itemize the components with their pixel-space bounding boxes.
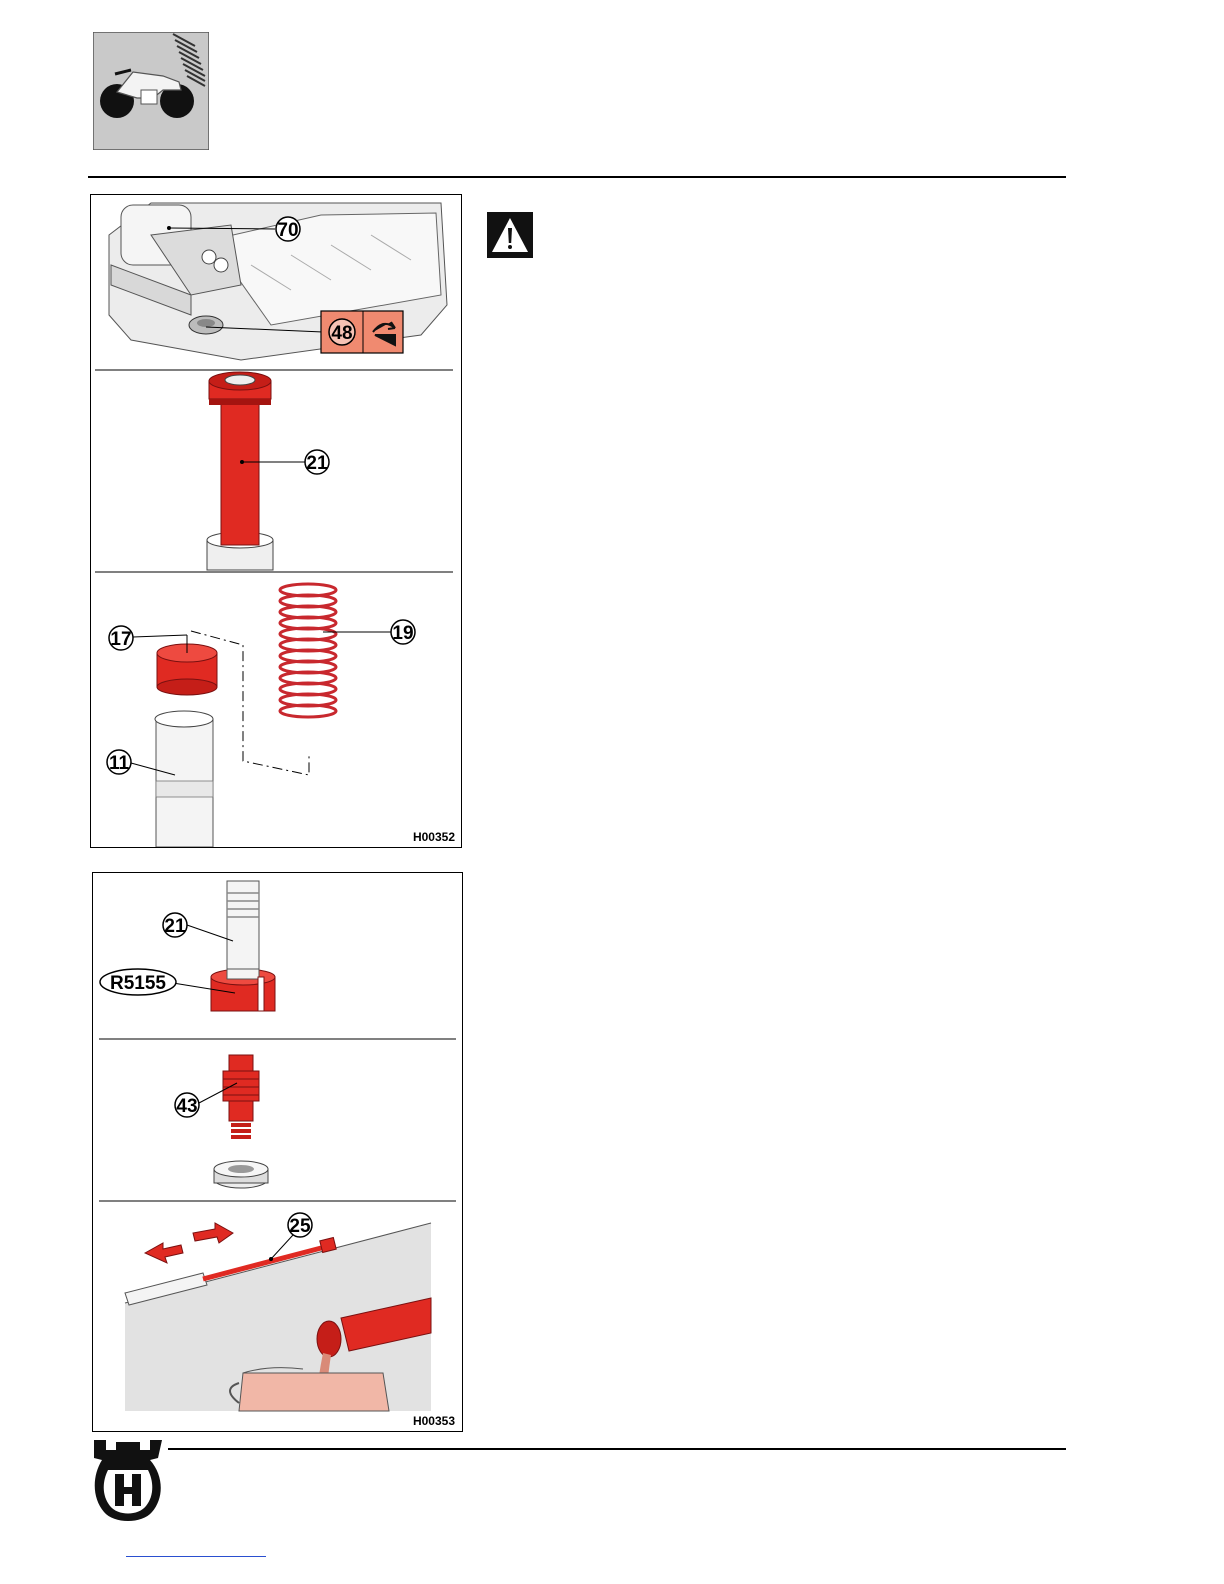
valve-assembly-illustration (214, 1055, 268, 1188)
spring-illustration (280, 584, 336, 717)
callout-21: 21 (306, 453, 328, 474)
callout-11: 11 (108, 753, 130, 774)
callout-70: 70 (277, 220, 299, 241)
damper-cartridge-illustration (207, 372, 273, 570)
callout-17: 17 (110, 629, 132, 650)
fork-tube-illustration (155, 711, 213, 847)
figure-h00352-drawing (91, 195, 461, 847)
husqvarna-logo (88, 1436, 168, 1530)
section-icon (93, 32, 209, 150)
footer-rule (168, 1448, 1066, 1450)
callout-48: 48 (331, 323, 353, 344)
figure-h00353 (92, 872, 463, 1432)
callout-r5155: R5155 (110, 973, 166, 994)
callout-19: 19 (392, 623, 414, 644)
callout-43: 43 (176, 1096, 198, 1117)
link-underline[interactable] (126, 1556, 266, 1557)
figure-h00353-drawing (93, 873, 462, 1431)
oil-drain-illustration (125, 1209, 431, 1411)
callout-21b: 21 (164, 916, 186, 937)
header-rule (88, 176, 1066, 178)
figure-h00352 (90, 194, 462, 848)
tool-r5155-illustration (211, 969, 275, 1011)
callout-25: 25 (289, 1216, 311, 1237)
warning-icon (487, 212, 533, 258)
figure-code-2: H00353 (412, 1414, 455, 1428)
figure-code: H00352 (412, 830, 455, 844)
motorcycle-suspension-icon (93, 32, 209, 150)
